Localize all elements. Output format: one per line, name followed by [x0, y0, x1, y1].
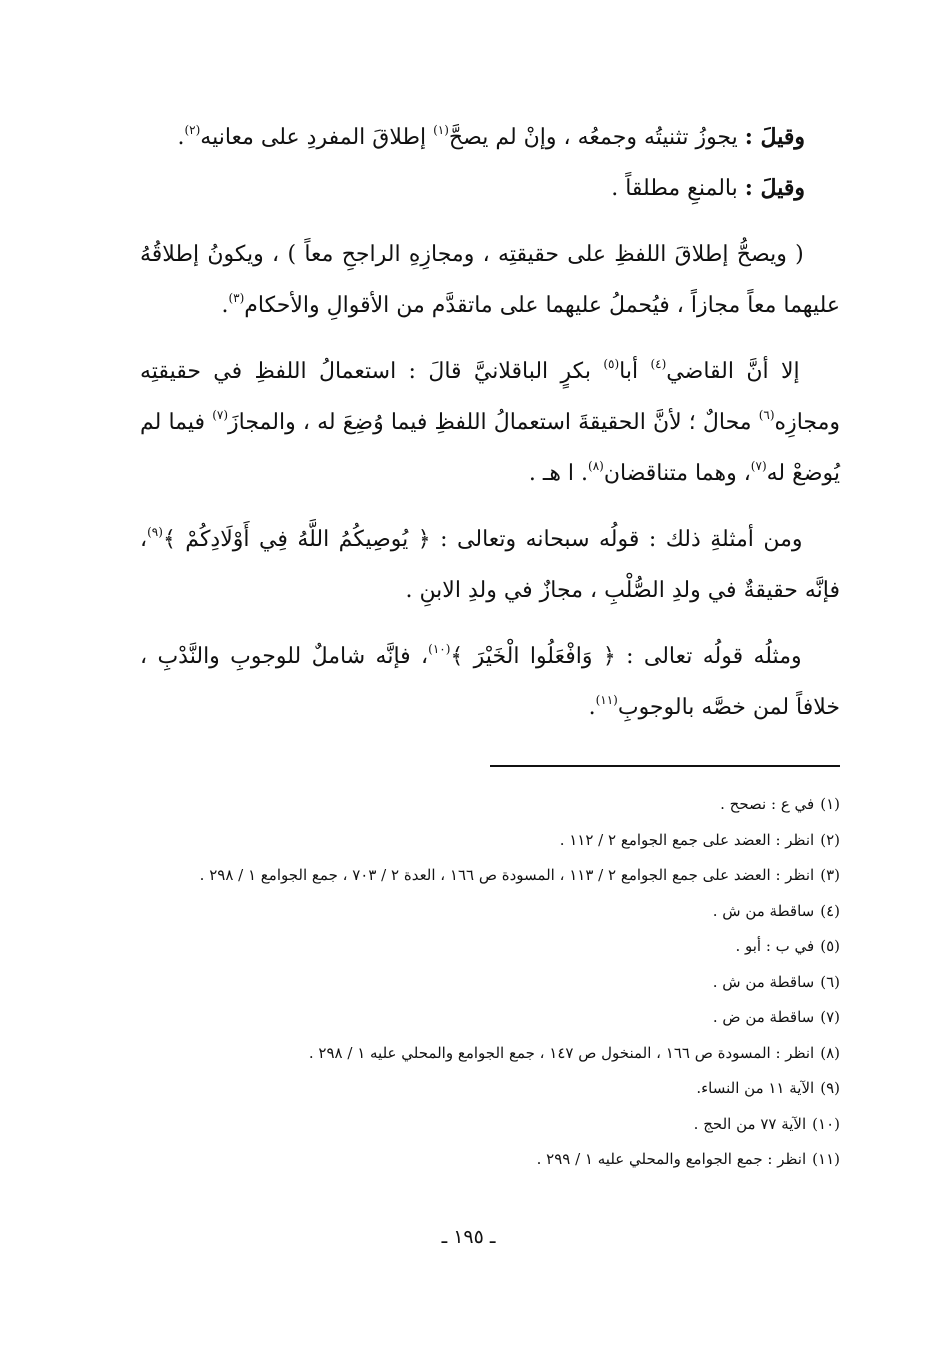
footnote-2: [140, 823, 840, 859]
footnote-text: ساقطة من ض .: [712, 1008, 815, 1026]
paragraph-text: فيما لم يُوضعْ له: [140, 410, 840, 486]
footnote-number: (١١): [812, 1150, 840, 1168]
footnote-number: (٨): [820, 1043, 840, 1062]
footnote-7: [140, 1000, 840, 1036]
footnote-number: (١٠): [812, 1114, 840, 1133]
footnote-number: (٩): [820, 1079, 840, 1097]
paragraph-text: ، فإنَّه شاملٌ للوجوبِ والنَّدْبِ ، خلافاً لمن خصَّه بالوجوبِ: [140, 644, 840, 720]
main-text: [140, 112, 840, 733]
footnote-ref: (٧): [750, 459, 767, 473]
footnote-ref: (١): [433, 123, 449, 137]
footnote-ref: (٣): [228, 291, 245, 305]
footnote-text: انظر : جمع الجوامع والمحلي عليه ١ / ٢٩٩ .: [536, 1150, 807, 1168]
paragraph-text: بكرٍ الباقلانيَّ قالَ : استعمالُ اللفظِ في حقيقتِه ومجازِه: [140, 359, 841, 435]
paragraph-lead: وقيلَ :: [744, 175, 805, 201]
footnote-ref: (٩): [147, 525, 163, 539]
footnote-ref: (٧): [212, 408, 229, 422]
footnote-number: (١): [820, 795, 840, 813]
footnote-text: انظر : العضد على جمع الجوامع ٢ / ١١٢ .: [559, 830, 815, 849]
footnote-text: ساقطة من ش .: [712, 901, 815, 920]
paragraph-text: ، وهما متناقضان: [603, 461, 751, 486]
footnote-number: (٧): [820, 1008, 840, 1026]
paragraph-text: أبا: [619, 359, 639, 384]
footnote-8: [140, 1036, 840, 1072]
paragraph-end: .: [221, 293, 229, 318]
paragraph-1: [140, 112, 840, 163]
footnote-text: انظر : العضد على جمع الجوامع ٢ / ١١٣ ، المسودة ص ١٦٦ ، العدة ٢ / ٧٠٣ ، جمع الجوامع ١ / ٢٩٨ .: [199, 866, 815, 884]
footnote-number: (٦): [820, 972, 840, 991]
footnote-number: (٢): [820, 830, 840, 849]
footnote-divider: [490, 765, 840, 767]
page-number: ـ ١٩٥ ـ: [441, 1226, 496, 1248]
footnote-ref: (١٠): [428, 642, 451, 656]
paragraph-text: ومن أمثلةِ ذلك : قولُه سبحانه وتعالى :: [440, 527, 803, 552]
quran-quote: ﴿ وَافْعَلُوا الْخَيْرَ ﴾: [450, 644, 616, 669]
footnote-text: في ب : أبو .: [735, 937, 815, 955]
footnote-4: [140, 894, 840, 930]
footnote-ref: (١١): [595, 693, 618, 707]
footnote-text: الآية ٧٧ من الحج .: [693, 1114, 807, 1133]
footnote-ref: (٥): [603, 357, 620, 371]
footnote-ref: (٤): [650, 357, 667, 371]
footnote-ref: (٨): [588, 459, 604, 473]
paragraph-text: ( ويصحُّ إطلاقَ اللفظِ على حقيقتِه ، ومجازِهِ الراجحِ معاً ) ، ويكونُ إطلاقُهُ عليهما معاً مجازاً ، فيُحملُ عليهما على ماتقدَّم من الأقوالِ والأحكام: [140, 242, 840, 318]
paragraph-3: [140, 229, 840, 331]
paragraph-text: محالٌ ؛ لأنَّ الحقيقةَ استعمالُ اللفظِ فيما وُضِعَ له ، والمجازَ: [228, 410, 752, 435]
footnote-number: (٤): [820, 901, 840, 920]
footnotes: [140, 787, 840, 1178]
paragraph-end: . ا هـ .: [528, 461, 589, 486]
footnote-text: ساقطة من ش .: [712, 972, 815, 991]
paragraph-text: إطلاقَ المفردِ على معانيه: [200, 125, 427, 150]
quran-quote: ﴿ يُوصِيكُمُ اللَّهُ فِي أَوْلَادِكُمْ ﴾: [162, 527, 431, 552]
paragraph-end: .: [177, 125, 185, 150]
paragraph-lead: وقيلَ :: [744, 124, 805, 150]
footnote-6: [140, 965, 840, 1001]
footnote-number: (٣): [820, 866, 840, 884]
paragraph-6: [140, 631, 840, 733]
footnote-11: [140, 1142, 840, 1178]
footnote-text: في ع : نصحح .: [720, 795, 815, 813]
paragraph-end: .: [588, 695, 596, 720]
paragraph-4: [140, 346, 840, 499]
footnote-ref: (٢): [184, 123, 201, 137]
paragraph-text: بالمنعِ مطلقاً .: [611, 176, 738, 201]
paragraph-text: إلا أنَّ القاضي: [666, 359, 800, 384]
footnote-text: الآية ١١ من النساء.: [696, 1079, 815, 1097]
footnote-ref: (٦): [758, 408, 775, 422]
paragraph-5: [140, 514, 840, 616]
footnote-9: [140, 1071, 840, 1107]
footnote-1: [140, 787, 840, 823]
footnote-text: انظر : المسودة ص ١٦٦ ، المنخول ص ١٤٧ ، جمع الجوامع والمحلي عليه ١ / ٢٩٨ .: [308, 1043, 815, 1062]
footnote-5: [140, 929, 840, 965]
paragraph-text: ومثلُه قولُه تعالى :: [626, 644, 802, 669]
paragraph-text: ، فإنَّه حقيقةٌ في ولدِ الصُّلْبِ ، مجازٌ في ولدِ الابنِ .: [140, 527, 840, 603]
paragraph-text: يجوزُ تثنيتُه وجمعُه ، وإنْ لم يصحَّ: [448, 125, 738, 150]
footnote-3: [140, 858, 840, 894]
footnote-number: (٥): [820, 937, 840, 955]
footnote-10: [140, 1107, 840, 1143]
paragraph-2: [140, 163, 840, 214]
